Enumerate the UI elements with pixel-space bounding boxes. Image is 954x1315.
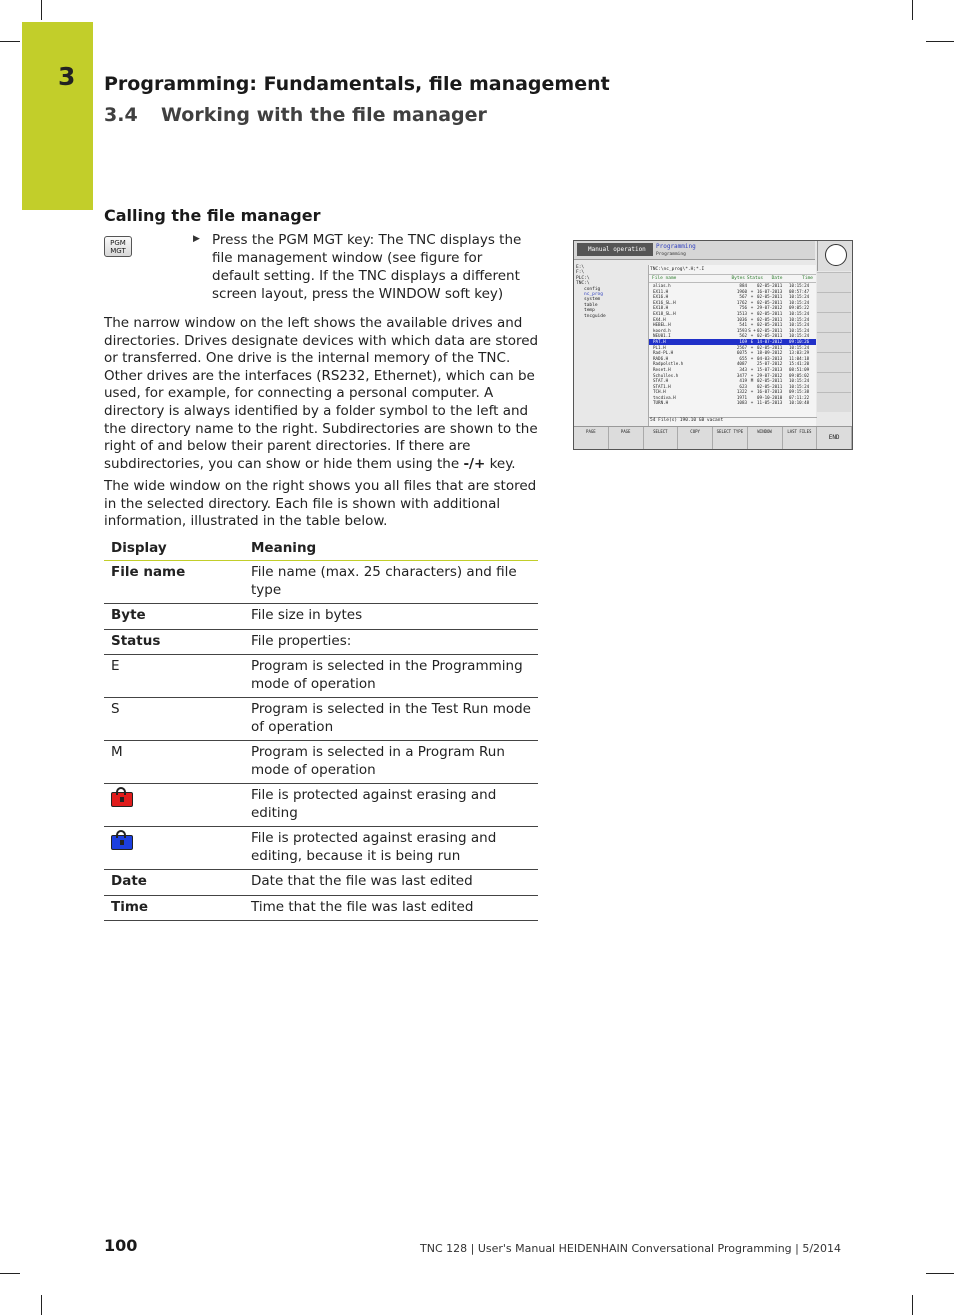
table-row	[104, 698, 538, 741]
file-cell-n: RAD6.H	[653, 355, 669, 361]
file-cell-n: HEBEL.H	[653, 322, 671, 328]
table-cell-display	[104, 827, 244, 870]
mode-right-label: Programming	[656, 243, 696, 250]
file-cell-s: +	[750, 372, 754, 378]
table-header-row	[104, 537, 538, 561]
screen-mode-bar	[574, 241, 815, 260]
table-row	[104, 655, 538, 698]
softkey-page-down[interactable]: PAGE	[609, 427, 644, 450]
file-cell-b: 169	[739, 338, 747, 344]
file-cell-t: 10:15:24	[789, 344, 810, 350]
file-path: TNC:\nc_prog\*.H;*.I	[650, 267, 705, 272]
crop-mark	[41, 1295, 42, 1315]
file-cell-b: 1593	[736, 327, 747, 333]
crop-mark	[912, 1295, 913, 1315]
file-cell-d: 29-07-2012	[757, 372, 783, 378]
file-cell-b: 1762	[736, 299, 747, 305]
file-cell-d: 16-07-2013	[757, 389, 783, 395]
table-cell-meaning: File properties:	[244, 629, 538, 655]
file-cell-n: Reset.H	[653, 366, 671, 372]
file-cell-t: 11:04:18	[789, 355, 810, 361]
col-status: Status	[746, 276, 764, 281]
file-cell-t: 10:15:24	[789, 294, 810, 300]
file-cell-t: 10:15:24	[789, 299, 810, 305]
chapter-number: 3	[58, 62, 76, 91]
file-cell-n: koord.h	[653, 327, 671, 333]
file-cell-s: S +	[748, 327, 756, 333]
file-cell-n: STAT.H	[653, 378, 669, 384]
file-cell-t: 09:10:26	[789, 338, 810, 344]
table-cell-meaning: Program is selected in the Programming mode of operation	[244, 655, 538, 698]
table-cell-display: File name	[104, 561, 244, 604]
page-number: 100	[104, 1236, 138, 1255]
file-cell-t: 09:05:22	[789, 305, 810, 311]
file-cell-t: 15:41:20	[789, 361, 810, 367]
file-cell-n: alias.h	[653, 283, 671, 288]
file-cell-d: 14-07-2012	[757, 338, 783, 344]
file-cell-n: NEU01.I	[653, 333, 671, 339]
table-cell-meaning: Program is selected in the Test Run mode of operation	[244, 698, 538, 741]
table-row	[104, 784, 538, 827]
table-row	[104, 827, 538, 870]
file-cell-d: 11-05-2013	[757, 400, 783, 406]
file-cell-t: 10:15:24	[789, 283, 810, 288]
file-cell-n: EX18_SL.H	[653, 310, 676, 316]
crop-mark	[0, 1273, 20, 1274]
tree-item: system	[584, 297, 601, 303]
file-cell-s: +	[750, 355, 754, 361]
file-cell-b: 3477	[736, 372, 747, 378]
file-cell-b: 4087	[736, 361, 747, 367]
softkey-window[interactable]: WINDOW	[748, 427, 783, 450]
table-cell-display: Date	[104, 870, 244, 896]
file-cell-t: 08:57:47	[789, 288, 810, 294]
file-cell-d: 02-05-2011	[757, 333, 783, 339]
softkey-last-files[interactable]: LAST FILES	[783, 427, 818, 450]
file-cell-d: 29-07-2012	[757, 305, 783, 311]
file-row[interactable]	[649, 400, 816, 406]
table-row	[104, 741, 538, 784]
file-cell-b: 419	[739, 378, 747, 384]
file-cell-n: Radpolstle.h	[653, 361, 684, 367]
file-cell-d: 02-05-2011	[757, 322, 783, 328]
mode-left-label: Manual operation	[588, 246, 646, 253]
file-cell-d: 02-05-2011	[757, 344, 783, 350]
softkey-select-type[interactable]: SELECT TYPE	[713, 427, 748, 450]
table-cell-meaning: File name (max. 25 characters) and file type	[244, 561, 538, 604]
file-cell-t: 08:51:09	[789, 366, 810, 372]
chapter-title: Programming: Fundamentals, file management	[104, 73, 610, 95]
section-title: Working with the file manager	[161, 104, 487, 126]
table-cell-display: Byte	[104, 604, 244, 630]
file-cell-n: EX16_SL.H	[653, 299, 676, 305]
side-softkey	[817, 372, 851, 392]
side-softkey	[817, 332, 851, 352]
section-header	[104, 104, 487, 126]
file-cell-s: +	[750, 288, 754, 294]
file-cell-s: +	[750, 305, 754, 311]
file-cell-s: +	[750, 322, 754, 328]
crop-mark	[926, 1273, 954, 1274]
file-cell-s: +	[750, 344, 754, 350]
chapter-tab	[22, 22, 93, 210]
crop-mark	[0, 41, 20, 42]
directory-tree	[576, 265, 646, 425]
clock-face	[825, 244, 847, 266]
file-cell-t: 10:15:24	[789, 327, 810, 333]
display-meaning-table	[104, 537, 538, 921]
col-date: Date	[771, 276, 783, 281]
file-cell-s: +	[750, 366, 754, 372]
crop-mark	[926, 41, 954, 42]
file-cell-n: PL1.H	[653, 344, 666, 350]
softkey-copy[interactable]: COPY	[678, 427, 713, 450]
file-cell-d: 02-05-2011	[757, 378, 783, 384]
side-softkey	[817, 392, 851, 412]
file-cell-d: 16-07-2013	[757, 288, 783, 294]
file-cell-d: 04-03-2013	[757, 355, 783, 361]
file-cell-s: +	[750, 294, 754, 300]
crop-mark	[912, 0, 913, 20]
file-cell-s: +	[750, 389, 754, 395]
tree-item: temp	[584, 308, 595, 314]
file-cell-t: 10:15:24	[789, 333, 810, 339]
file-cell-b: 343	[739, 366, 747, 372]
file-list	[648, 265, 816, 427]
file-cell-b: 1960	[736, 288, 747, 294]
file-cell-b: 2567	[736, 344, 747, 350]
paragraph-text: The narrow window on the left shows the available drives and directories. Drives designate devices with which data are stored or transferred. One drive is the internal memory of the TNC. Other drives are the interfaces (RS232, Ethernet), which can be used, for example, for connecting a personal computer. A directory is always identified by a folder symbol to the left and the directory name to the right. Subdirectories are shown to the right of and below their parent directories. If there are subdirectories, you can show or hide them using the	[104, 315, 539, 472]
file-cell-b: 1036	[736, 316, 747, 322]
file-cell-t: 09:15:38	[789, 389, 810, 395]
file-cell-b: 756	[739, 305, 747, 311]
file-cell-t: 10:10:48	[789, 400, 810, 406]
file-cell-b: 1322	[736, 389, 747, 395]
clock-icon	[817, 241, 852, 271]
pgm-mgt-key-icon	[104, 236, 132, 257]
column-header-meaning: Meaning	[244, 537, 538, 561]
softkey-bar	[574, 426, 852, 450]
file-cell-n: PAT.H	[653, 338, 666, 344]
side-softkey	[817, 312, 851, 332]
file-cell-s: +	[750, 333, 754, 339]
table-cell-display: S	[104, 698, 244, 741]
file-cell-d: 15-07-2013	[757, 366, 783, 372]
key-label-line2: MGT	[110, 247, 126, 255]
file-cell-n: Schulles.h	[653, 372, 679, 378]
file-cell-d: 18-09-2012	[757, 350, 783, 356]
file-cell-t: 10:15:24	[789, 378, 810, 384]
softkey-page-up[interactable]: PAGE	[574, 427, 609, 450]
table-cell-display: Status	[104, 629, 244, 655]
page-heading: Calling the file manager	[104, 206, 321, 225]
file-cell-s: E	[750, 338, 754, 344]
file-cell-n: STAT1.H	[653, 383, 671, 389]
file-cell-n: TURN.H	[653, 400, 669, 406]
lock-red-icon	[111, 792, 133, 807]
table-cell-display: Time	[104, 895, 244, 921]
file-manager-screenshot	[573, 240, 853, 450]
file-cell-b: 6075	[736, 350, 747, 356]
table-cell-meaning: File is protected against erasing and editing, because it is being run	[244, 827, 538, 870]
paragraph-files: The wide window on the right shows you all files that are stored in the selected directory. Each file is shown with additional information, illustrated in the table below.	[104, 478, 537, 530]
instruction-text: Press the PGM MGT key: The TNC displays the file management window (see figure for default setting. If the TNC displays a different screen layout, press the WINDOW soft key)	[212, 232, 522, 302]
tree-item: tncguide	[584, 313, 606, 319]
mode-programming	[656, 243, 696, 259]
section-number: 3.4	[104, 104, 138, 126]
softkey-select[interactable]: SELECT	[644, 427, 679, 450]
file-cell-t: 07:11:22	[789, 394, 810, 400]
file-cell-d: 02-05-2011	[757, 327, 783, 333]
file-cell-s: +	[750, 310, 754, 316]
file-cell-d: 02-05-2011	[757, 294, 783, 300]
table-cell-display: E	[104, 655, 244, 698]
tree-item: PLC:\	[576, 275, 590, 281]
file-cell-t: 10:15:24	[789, 322, 810, 328]
file-cell-b: 884	[739, 283, 747, 288]
tree-item: table	[584, 302, 598, 308]
tree-item: nc_prog	[584, 292, 603, 298]
file-cell-t: 10:15:24	[789, 383, 810, 389]
file-cell-t: 10:15:24	[789, 316, 810, 322]
table-row	[104, 604, 538, 630]
footer-text: TNC 128 | User's Manual HEIDENHAIN Conversational Programming | 5/2014	[420, 1242, 842, 1255]
paragraph-drives	[104, 315, 544, 473]
table-cell-meaning: Program is selected in a Program Run mode of operation	[244, 741, 538, 784]
file-cell-b: 1513	[736, 310, 747, 316]
column-header-display: Display	[104, 537, 244, 561]
table-row	[104, 870, 538, 896]
key-label-line1: PGM	[110, 239, 126, 247]
file-cell-d: 02-05-2011	[757, 310, 783, 316]
file-rows	[649, 283, 816, 406]
file-count-status: 54 File(s) 190.10 GB vacant	[648, 417, 817, 423]
table-row	[104, 895, 538, 921]
file-cell-n: tncdiva.H	[653, 394, 676, 400]
file-cell-n: EX18.H	[653, 305, 669, 311]
tree-item: E:\	[576, 265, 585, 270]
file-cell-d: 25-07-2012	[757, 361, 783, 367]
file-cell-t: 13:03:29	[789, 350, 810, 356]
tree-item: F:\	[576, 270, 585, 276]
file-cell-d: 09-10-2010	[757, 394, 783, 400]
file-cell-d: 02-05-2011	[757, 383, 783, 389]
col-time: Time	[802, 276, 813, 281]
softkey-end[interactable]: END	[817, 427, 852, 450]
crop-mark	[41, 0, 42, 20]
mode-manual-operation	[577, 243, 653, 256]
file-cell-s: M	[750, 378, 754, 384]
table-cell-display	[104, 784, 244, 827]
table-cell-meaning: Time that the file was last edited	[244, 895, 538, 921]
file-cell-d: 02-05-2011	[757, 283, 783, 288]
tree-item: TNC:\	[576, 281, 590, 287]
file-cell-n: Rad-PL.H	[653, 350, 674, 356]
file-cell-b: 567	[739, 294, 747, 300]
bullet-arrow-icon: ▶	[193, 234, 200, 244]
file-cell-b: 655	[739, 355, 747, 361]
col-file-name: File name	[652, 276, 677, 281]
file-cell-n: EX11.H	[653, 288, 669, 294]
file-cell-b: 1083	[736, 400, 747, 406]
file-cell-d: 02-05-2011	[757, 299, 783, 305]
file-cell-s: +	[750, 316, 754, 322]
table-row	[104, 629, 538, 655]
lock-blue-icon	[111, 835, 133, 850]
table-cell-display: M	[104, 741, 244, 784]
table-row	[104, 561, 538, 604]
file-cell-b: 623	[739, 383, 747, 389]
file-cell-s: +	[750, 350, 754, 356]
mode-right-sublabel: Programming	[656, 252, 686, 257]
col-bytes: Bytes	[731, 276, 745, 281]
file-cell-s: +	[750, 400, 754, 406]
file-cell-t: 10:15:24	[789, 310, 810, 316]
file-cell-b: 562	[739, 333, 747, 339]
paragraph-text-end: key.	[485, 455, 516, 472]
table-cell-meaning: File is protected against erasing and editing	[244, 784, 538, 827]
table-cell-meaning: Date that the file was last edited	[244, 870, 538, 896]
file-cell-d: 02-05-2011	[757, 316, 783, 322]
file-cell-b: 541	[739, 322, 747, 328]
side-softkey	[817, 272, 851, 292]
side-softkey	[817, 352, 851, 372]
tree-item: config	[584, 286, 601, 292]
side-softkey	[817, 292, 851, 312]
file-cell-n: TCH.H	[653, 389, 666, 395]
file-cell-s: +	[750, 299, 754, 305]
file-list-header	[649, 274, 816, 283]
table-cell-meaning: File size in bytes	[244, 604, 538, 630]
key-name: -/+	[463, 455, 486, 472]
file-cell-n: EX4.H	[653, 316, 666, 322]
file-cell-n: EX16.H	[653, 294, 669, 300]
file-cell-t: 09:05:02	[789, 372, 810, 378]
file-cell-b: 1971	[736, 394, 747, 400]
